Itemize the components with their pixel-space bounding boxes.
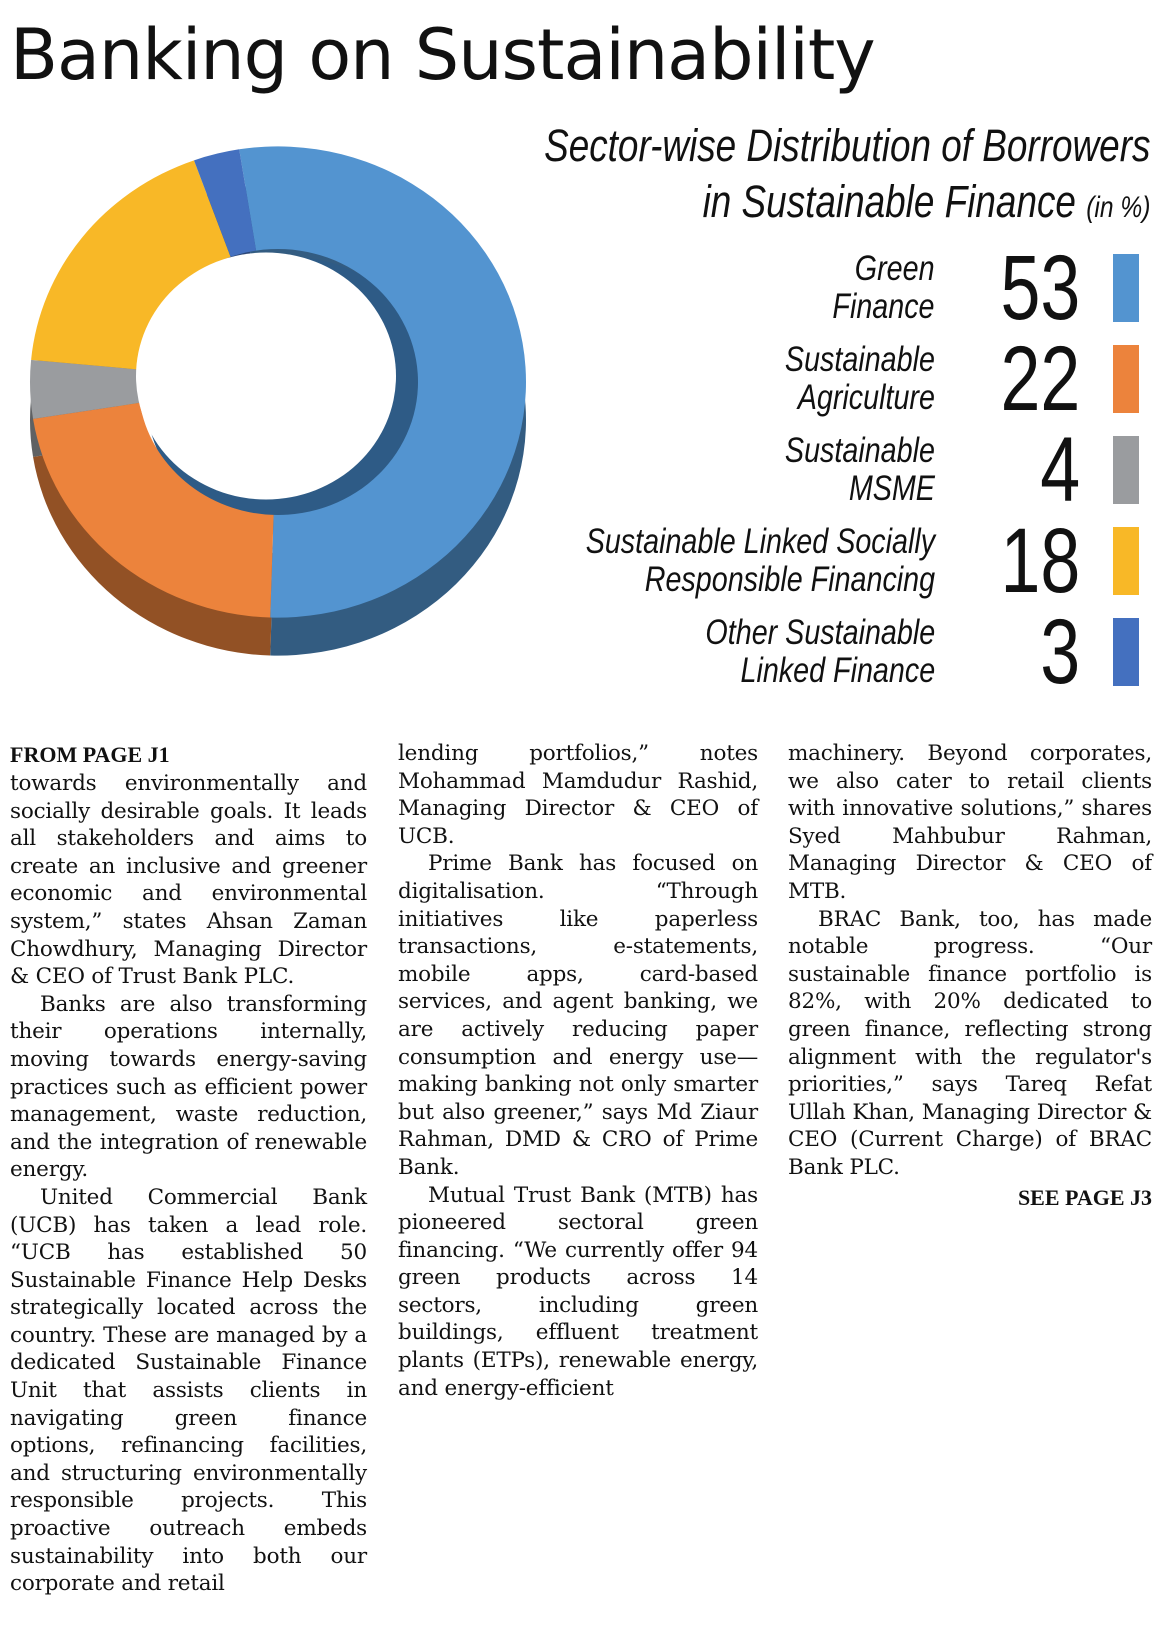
legend-label [785,432,935,508]
legend-label-line: Sustainable [785,340,935,379]
paragraph: Mutual Trust Bank (MTB) has pioneered sectoral green financing. “We currently offer 94 green products across 14 sectors, including green buildings, effluent treatment plants (ETPs), renewable energy, and energy-efficient [398,1182,758,1401]
data-label-value: 3 [1040,601,1080,703]
legend-swatch [1113,436,1139,504]
donut-hole [136,253,396,500]
legend-label-line: Linked Finance [740,651,935,690]
chart-title [544,118,1150,236]
legend-label-line: Sustainable Linked Socially [585,522,935,561]
legend-label-line: Agriculture [797,378,935,417]
chart-title-line2: in Sustainable Finance [702,176,1076,227]
legend-label-line: MSME [848,469,935,508]
legend-swatch [1113,254,1139,322]
paragraph: Prime Bank has focused on digitalisation. “Through initiatives like paperless transactions, e-statements, mobile apps, card-based services, and agent banking, we are actively reducing paper consumption and energy use—making banking not only smarter but also greener,” says Md Ziaur Rahman, DMD & CRO of Prime Bank. [398,851,758,1180]
paragraph: machinery. Beyond corporates, we also cater to retail clients with innovative solutions,” shares Syed Mahbubur Rahman, Managing Director & CEO of MTB. [788,741,1152,904]
chart-unit: (in %) [1085,191,1150,224]
legend-row-other-linked [560,601,1150,705]
legend-label [705,614,935,690]
paragraph: lending portfolios,” notes Mohammad Mamdudur Rashid, Managing Director & CEO of UCB. [398,741,758,849]
data-label-value: 22 [1000,328,1080,430]
paragraph: BRAC Bank, too, has made notable progress. “Our sustainable finance portfolio is 82%, with 20% dedicated to green finance, reflecting strong alignment with the regulator's priorities,” says Tareq Refat Ullah Khan, Managing Director & CEO (Current Charge) of BRAC Bank PLC. [788,906,1152,1180]
chart-legend [560,237,1150,705]
data-label-value: 4 [1040,419,1080,521]
headline: Banking on Sustainability [10,14,875,96]
legend-swatch [1113,345,1139,413]
article-column-1 [10,740,367,1598]
paragraph: towards environmentally and socially desirable goals. It leads all stakeholders and aims to create an inclusive and greener economic and environmental system,” states Ahsan Zaman Chowdhury, Managing Director & CEO of Trust Bank PLC. [10,771,367,990]
legend-swatch [1113,527,1139,595]
chart-title-line1: Sector-wise Distribution of Borrowers [543,120,1150,171]
legend-label-line: Sustainable [785,431,935,470]
data-label-value: 53 [1000,237,1080,339]
donut-chart [0,110,600,700]
article-column-2 [398,740,758,1402]
legend-label-line: Responsible Financing [644,560,935,599]
see-page-link[interactable]: SEE PAGE J3 [1017,1184,1152,1210]
paragraph: Banks are also transforming their operations internally, moving towards energy-saving practices such as efficient power management, waste reduction, and the integration of renewable energy. [10,991,367,1183]
legend-label-line: Finance [832,287,935,326]
legend-swatch [1113,618,1139,686]
kicker: FROM PAGE J1 [10,742,170,767]
paragraph: United Commercial Bank (UCB) has taken a lead role. “UCB has established 50 Sustainable Finance Help Desks strategically located across the country. These are managed by a dedicated Sustainable Finance Unit that assists clients in navigating green finance options, refinancing facilities, and structuring environmentally responsible projects. This proactive outreach embeds sustainability into both our corporate and retail [10,1184,367,1597]
legend-label-line: Other Sustainable [705,613,935,652]
legend-label [785,341,935,417]
legend-label [833,250,935,326]
legend-label [586,523,935,599]
data-label-value: 18 [1000,510,1080,612]
article-column-3 [788,740,1152,1211]
legend-label-line: Green [855,249,935,288]
